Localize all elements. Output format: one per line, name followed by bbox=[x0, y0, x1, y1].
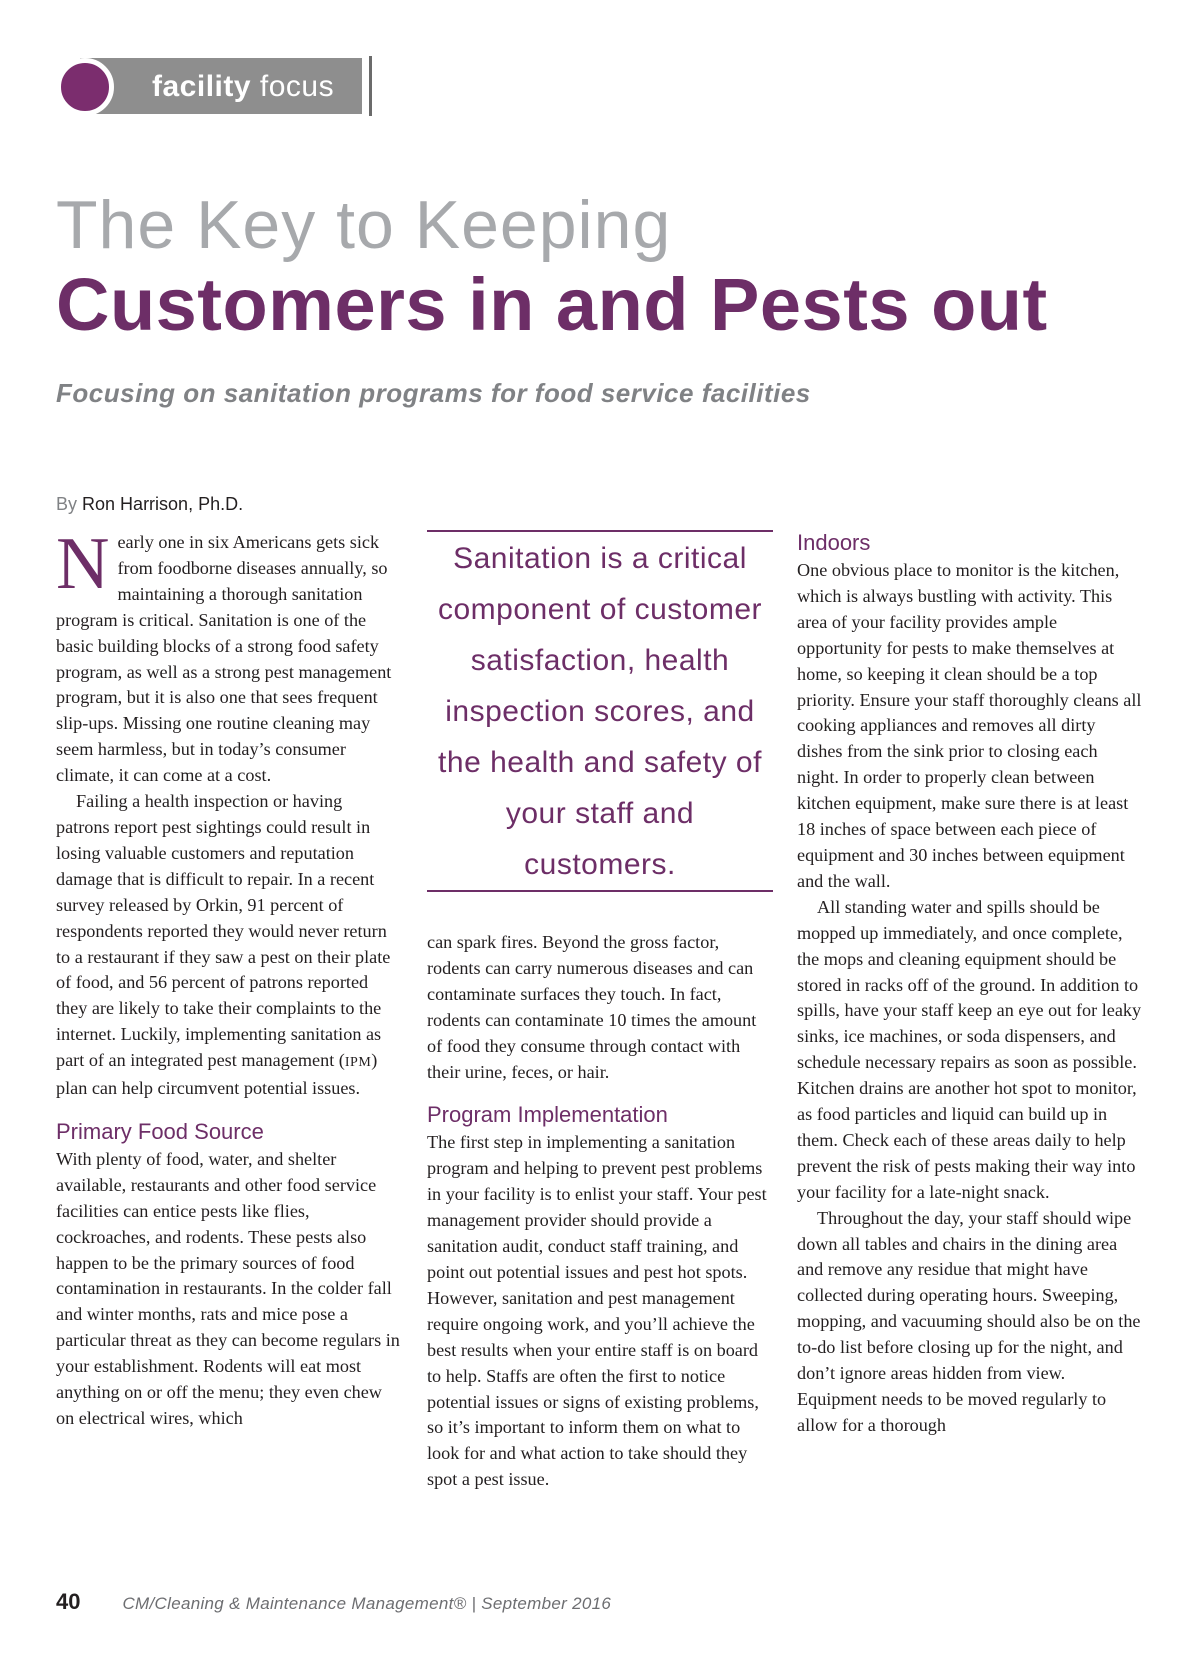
drop-cap: N bbox=[56, 523, 110, 605]
paragraph-health-inspection bbox=[56, 789, 400, 1102]
article-column-2 bbox=[427, 930, 773, 1493]
paragraph-kitchen: One obvious place to monitor is the kitchen, which is always bustling with activity. This area of your facility provides ample opportunity for pests to make themselves at home, so keeping it clean should be a top priority. Ensure your staff thoroughly cleans all cooking appliances and removes all dirty dishes from the sink prior to closing each night. In order to properly clean between kitchen equipment, make sure there is at least 18 inches of space between each piece of equipment and 30 inches between equipment and the wall. bbox=[797, 560, 1142, 891]
article-column-1 bbox=[56, 523, 400, 1432]
paragraph-intro bbox=[56, 523, 400, 789]
section-label-bold: facility bbox=[152, 70, 252, 103]
paragraph-text: Failing a health inspection or having patrons report pest sightings could result in losing valuable customers and reputation damage that is difficult to repair. In a recent survey released by Orkin, 91 percent of respondents reported they would never return to a restaurant if they saw a pest on their plate of food, and 56 percent of patrons reported they are likely to take their complaints to the internet. Luckily, implementing sanitation as part of an integrated pest management ( bbox=[56, 791, 391, 1071]
paragraph-implementation: The first step in implementing a sanitation program and helping to prevent pest problems in your facility is to enlist your staff. Your pest management provider should provide a sanitation audit, conduct staff training, and point out potential issues and pest hot spots. However, sanitation and pest management require ongoing work, and you’ll achieve the best results when your entire staff is on board to help. Staffs are often the first to notice potential issues or signs of existing problems, so it’s important to inform them on what to look for and what action to take should they spot a pest issue. bbox=[427, 1132, 767, 1490]
pull-quote-text: Sanitation is a critical component of customer satisfaction, health inspection scores, and the health and safety of your staff and customers. bbox=[438, 541, 762, 881]
paragraph-food-source: With plenty of food, water, and shelter available, restaurants and other food service facilities can entice pests like flies, cockroaches, and rodents. These pests also happen to be the primary sources of food contamination in restaurants. In the colder fall and winter months, rats and mice pose a particular threat as they can become regulars in your establishment. Rodents will eat most anything on or off the menu; they even chew on electrical wires, which bbox=[56, 1148, 400, 1428]
byline-prefix: By bbox=[56, 494, 78, 514]
section-heading-program-implementation: Program Implementation bbox=[427, 1102, 668, 1128]
section-heading-indoors: Indoors bbox=[797, 530, 871, 555]
section-dot-icon bbox=[56, 58, 114, 116]
section-heading-primary-food-source: Primary Food Source bbox=[56, 1118, 264, 1144]
paragraph-standing-water: All standing water and spills should be mopped up immediately, and once complete, the mops and cleaning equipment should be stored in racks off of the ground. In addition to spills, have your staff keep an eye out for leaky sinks, ice machines, or soda dispensers, and schedule necessary repairs as soon as possible. Kitchen drains are another hot spot to monitor, as food particles and liquid can build up in them. Check each of these areas daily to help prevent the risk of pests making their way into your facility for a late-night snack. bbox=[797, 896, 1142, 1202]
paragraph-rodents: can spark fires. Beyond the gross factor, rodents can carry numerous diseases and can contaminate surfaces they touch. In fact, rodents can contaminate 10 times the amount of food they consume through contact with their urine, feces, or hair. bbox=[427, 932, 757, 1082]
subtitle: Focusing on sanitation programs for food service facilities bbox=[56, 378, 811, 408]
section-tab bbox=[56, 56, 368, 114]
byline-author: Ron Harrison, Ph.D. bbox=[82, 494, 244, 514]
article-column-3 bbox=[797, 530, 1143, 1439]
paragraph-text: ) plan can help circumvent potential issues. bbox=[56, 1050, 378, 1099]
paragraph-intro-text: early one in six Americans gets sick from foodborne diseases annually, so maintaining a thorough sanitation program is critical. Sanitation is one of the basic building blocks of a strong food safety program, as well as a strong pest management program, but it is also one that sees frequent slip-ups. Missing one routine cleaning may seem harmless, but in today’s consumer climate, it can come at a cost. bbox=[56, 532, 392, 786]
section-label-light: focus bbox=[259, 70, 335, 103]
abbreviation-ipm: IPM bbox=[344, 1055, 372, 1071]
headline-line-2: Customers in and Pests out bbox=[56, 263, 1048, 346]
headline-line-1: The Key to Keeping bbox=[56, 187, 672, 263]
section-label bbox=[152, 70, 334, 104]
pull-quote bbox=[427, 530, 773, 892]
paragraph-dining-area: Throughout the day, your staff should wipe down all tables and chairs in the dining area and remove any residue that might have collected during operating hours. Sweeping, mopping, and vacuuming should also be on the to-do list before closing up for the night, and don’t ignore areas hidden from view. Equipment needs to be moved regularly to allow for a thorough bbox=[797, 1207, 1141, 1435]
page-number: 40 bbox=[56, 1589, 81, 1614]
page-footer bbox=[56, 1589, 611, 1615]
section-tab-edge bbox=[369, 56, 372, 116]
publication-info: CM/Cleaning & Maintenance Management® | September 2016 bbox=[122, 1594, 612, 1613]
byline bbox=[56, 494, 243, 515]
